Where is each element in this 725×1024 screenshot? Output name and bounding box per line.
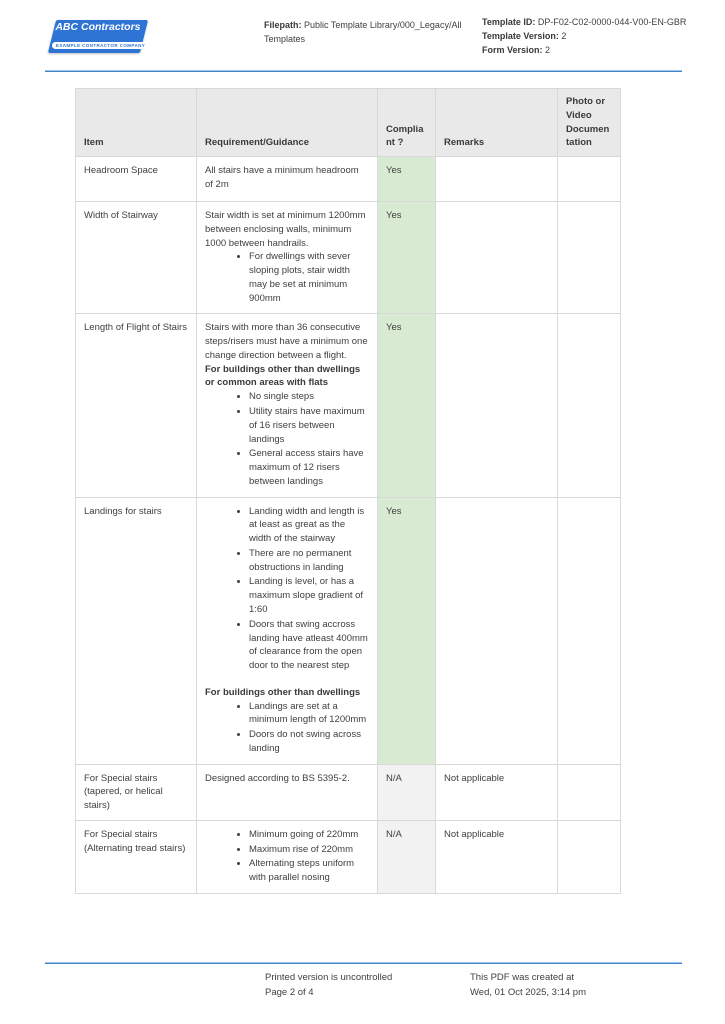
table-header-row — [76, 89, 621, 157]
requirement-paragraph: Stair width is set at minimum 1200mm between enclosing walls, minimum 1000 between handrails. — [205, 210, 366, 249]
item-cell: Landings for stairs — [76, 497, 197, 764]
column-header-photo: Photo or Video Documentation — [558, 89, 621, 157]
requirement-bullet-list — [205, 505, 369, 673]
company-logo-inner — [52, 22, 144, 52]
company-logo — [48, 20, 148, 53]
footer-left-block — [265, 970, 392, 1000]
requirement-cell — [197, 314, 378, 497]
requirement-bullet-item: • Utility stairs have maximum of 16 risers between landings — [249, 405, 369, 446]
requirement-paragraph: Designed according to BS 5395-2. — [205, 772, 350, 784]
requirement-bullet-item: • No single steps — [249, 390, 369, 404]
requirement-bullet-item: • Landing is level, or has a maximum slope gradient of 1:60 — [249, 575, 369, 616]
table-row — [76, 820, 621, 893]
item-cell: Length of Flight of Stairs — [76, 314, 197, 497]
requirement-bullet-item: • Landings are set at a minimum length of 1200mm — [249, 700, 369, 728]
template-version-label: Template Version: — [482, 30, 559, 41]
requirement-bullet-item: • For dwellings with sever sloping plots, stair width may be set at minimum 900mm — [249, 250, 369, 305]
requirement-paragraph: All stairs have a minimum headroom of 2m — [205, 165, 359, 190]
filepath-value: Public Template Library/000_Legacy/All Templates — [264, 20, 462, 44]
compliant-cell: Yes — [378, 497, 436, 764]
footer-uncontrolled-text: Printed version is uncontrolled — [265, 972, 393, 983]
header-divider-line — [45, 70, 682, 72]
item-cell: For Special stairs (Alternating tread stairs) — [76, 820, 197, 893]
requirement-bullet-item: • There are no permanent obstructions in landing — [249, 547, 369, 575]
template-version-line — [482, 30, 717, 44]
filepath-block — [264, 19, 472, 47]
requirement-bullet-list — [205, 700, 369, 756]
item-cell: Headroom Space — [76, 157, 197, 202]
photo-documentation-cell — [558, 820, 621, 893]
compliant-cell: N/A — [378, 764, 436, 820]
requirement-bullet-list — [205, 390, 369, 488]
requirement-bullet-item: • Minimum going of 220mm — [249, 828, 369, 842]
form-version-line — [482, 44, 717, 58]
compliance-table — [75, 88, 621, 894]
column-header-item: Item — [76, 89, 197, 157]
column-header-remarks: Remarks — [436, 89, 558, 157]
remarks-cell — [436, 157, 558, 202]
footer-divider-line — [45, 962, 682, 964]
table-row — [76, 764, 621, 820]
requirement-cell — [197, 497, 378, 764]
template-id-line — [482, 16, 717, 30]
column-header-compliant: Compliant ? — [378, 89, 436, 157]
template-id-label: Template ID: — [482, 17, 536, 27]
footer-created-label: This PDF was created at — [470, 972, 575, 983]
requirement-cell — [197, 202, 378, 314]
table-row — [76, 202, 621, 314]
requirement-bold-heading: For buildings other than dwellings — [205, 686, 361, 698]
requirement-cell — [197, 820, 378, 893]
template-version-value: 2 — [561, 30, 567, 41]
requirement-bullet-item: • Doors that swing accross landing have atleast 400mm of clearance from the open door to the nearest step — [249, 618, 369, 673]
requirement-bullet-item: • General access stairs have maximum of 12 risers between landings — [249, 447, 369, 488]
footer-page-number: Page 2 of 4 — [265, 987, 314, 999]
remarks-cell — [436, 497, 558, 764]
form-version-value: 2 — [545, 44, 551, 55]
template-id-value: DP-F02-C02-0000-044-V00-EN-GBR — [537, 17, 687, 27]
template-info-block — [482, 16, 717, 58]
table-row — [76, 314, 621, 497]
requirement-bullet-item: • Doors do not swing across landing — [249, 728, 369, 756]
remarks-cell — [436, 314, 558, 497]
remarks-cell: Not applicable — [436, 820, 558, 893]
item-cell: Width of Stairway — [76, 202, 197, 314]
compliant-cell: Yes — [378, 157, 436, 202]
photo-documentation-cell — [558, 202, 621, 314]
form-version-label: Form Version: — [482, 44, 543, 55]
photo-documentation-cell — [558, 157, 621, 202]
requirement-bold-heading: For buildings other than dwellings or common areas with flats — [205, 363, 361, 389]
requirement-bullet-list — [205, 828, 369, 885]
item-cell: For Special stairs (tapered, or helical stairs) — [76, 764, 197, 820]
table-row — [76, 497, 621, 764]
remarks-cell: Not applicable — [436, 764, 558, 820]
requirement-cell — [197, 764, 378, 820]
column-header-requirement: Requirement/Guidance — [197, 89, 378, 157]
requirement-cell — [197, 157, 378, 202]
table-row — [76, 157, 621, 202]
filepath-label: Filepath: — [264, 20, 302, 30]
footer-right-block — [470, 970, 586, 1000]
company-logo-title: ABC Contractors — [55, 20, 141, 33]
requirement-bullet-item: • Alternating steps uniform with parallel nosing — [249, 857, 369, 885]
compliant-cell: Yes — [378, 314, 436, 497]
remarks-cell — [436, 202, 558, 314]
footer-created-timestamp: Wed, 01 Oct 2025, 3:14 pm — [470, 987, 587, 999]
photo-documentation-cell — [558, 314, 621, 497]
photo-documentation-cell — [558, 764, 621, 820]
requirement-paragraph: Stairs with more than 36 consecutive steps/risers must have a minimum one change direction between a flight. — [205, 322, 368, 361]
photo-documentation-cell — [558, 497, 621, 764]
compliant-cell: Yes — [378, 202, 436, 314]
requirement-bullet-item: • Landing width and length is at least as great as the width of the stairway — [249, 505, 369, 546]
compliant-cell: N/A — [378, 820, 436, 893]
company-logo-subtitle: EXAMPLE CONTRACTOR COMPANY — [52, 41, 149, 48]
requirement-bullet-item: • Maximum rise of 220mm — [249, 843, 369, 857]
requirement-bullet-list — [205, 250, 369, 305]
